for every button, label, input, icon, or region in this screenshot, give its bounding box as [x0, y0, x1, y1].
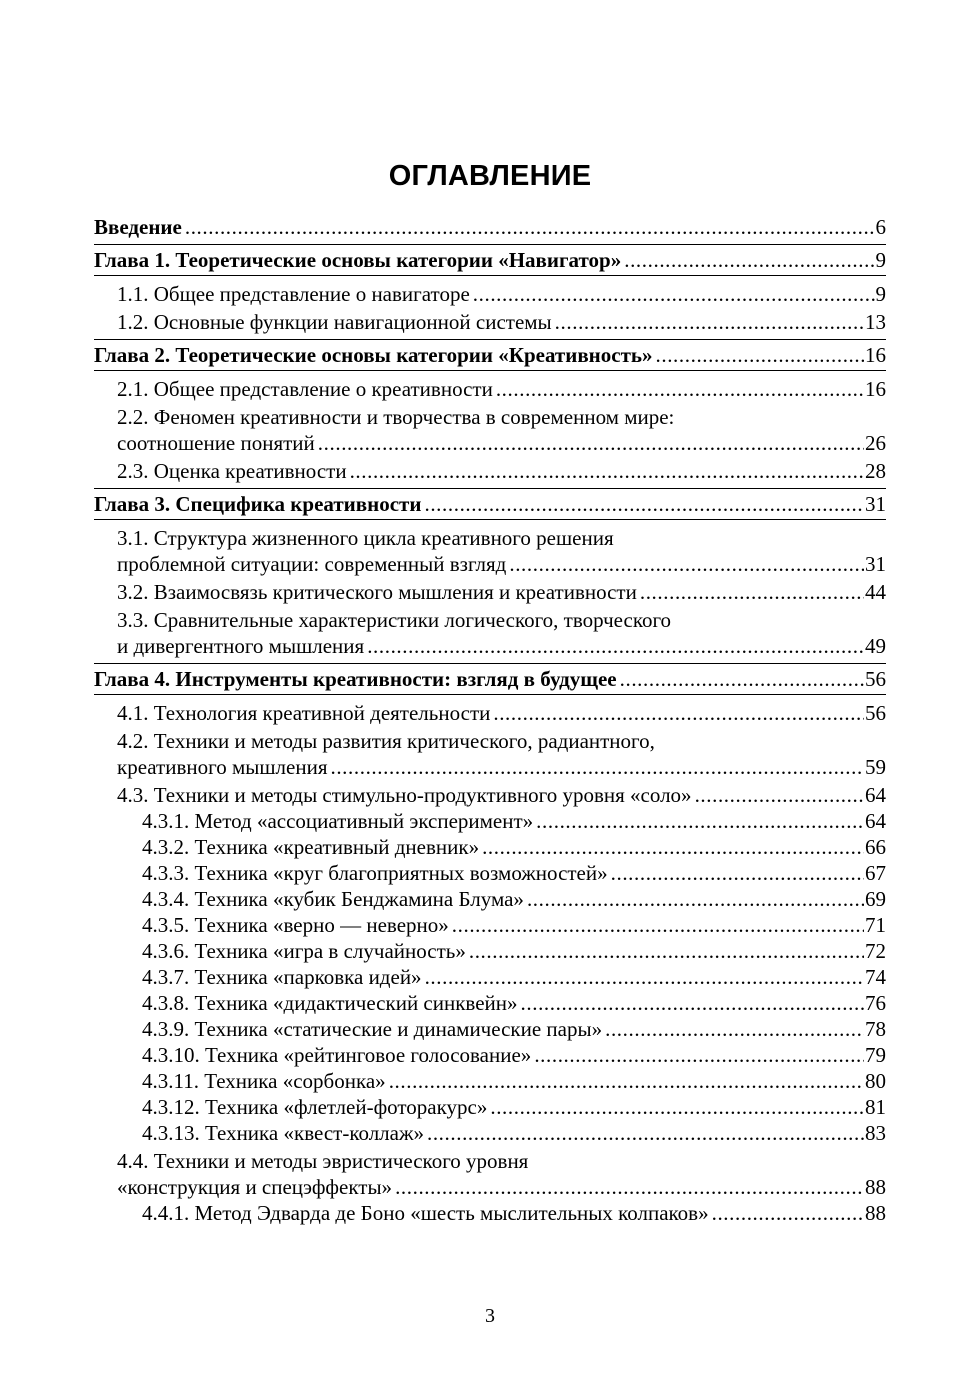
toc-entry-subsection-4-3-3[interactable]: [94, 860, 886, 886]
toc-entry-subsection-4-3-7[interactable]: [94, 964, 886, 990]
leader-dots: [482, 834, 864, 860]
toc-entry-page: 80: [865, 1069, 886, 1093]
leader-dots: [656, 342, 865, 368]
page-number: 3: [485, 1305, 495, 1327]
toc-entry-section-1-2[interactable]: [94, 309, 886, 339]
toc-entry-page: 6: [875, 215, 886, 239]
toc-entry-page: 67: [865, 861, 886, 885]
table-of-contents: [94, 214, 886, 1226]
leader-dots: [424, 491, 864, 517]
toc-entry-page: 79: [865, 1043, 886, 1067]
toc-entry-page: 16: [865, 343, 886, 367]
toc-entry-page: 88: [865, 1175, 886, 1199]
leader-dots: [712, 1200, 864, 1226]
leader-dots: [452, 912, 864, 938]
toc-entry-page: 13: [865, 310, 886, 334]
toc-entry-section-2-1[interactable]: [94, 370, 886, 402]
toc-entry-title: 4.3. Техники и методы стимульно-продуктивного уровня «соло»: [117, 783, 692, 807]
toc-entry-chapter-2[interactable]: [94, 339, 886, 370]
toc-entry-subsection-4-3-9[interactable]: [94, 1016, 886, 1042]
toc-entry-section-4-3[interactable]: [94, 782, 886, 808]
toc-entry-section-3-3[interactable]: [94, 607, 886, 663]
leader-dots: [330, 754, 864, 780]
toc-entry-subsection-4-3-13[interactable]: [94, 1120, 886, 1146]
toc-entry-chapter-3[interactable]: [94, 488, 886, 519]
toc-entry-page: 28: [865, 459, 886, 483]
toc-entry-title: 4.3.1. Метод «ассоциативный эксперимент»: [142, 809, 534, 833]
toc-entry-subsection-4-3-1[interactable]: [94, 808, 886, 834]
toc-entry-page: 49: [865, 634, 886, 658]
toc-entry-subsection-4-4-1[interactable]: [94, 1200, 886, 1226]
toc-entry-section-4-4[interactable]: [94, 1148, 886, 1200]
leader-dots: [521, 990, 864, 1016]
toc-entry-title: 4.3.12. Техника «флетлей-фоторакурс»: [142, 1095, 488, 1119]
leader-dots: [605, 1016, 864, 1042]
toc-entry-section-3-2[interactable]: [94, 579, 886, 605]
toc-entry-title-line-1: 3.3. Сравнительные характеристики логического, творческого: [117, 608, 672, 632]
toc-entry-page: 9: [875, 282, 886, 306]
leader-dots: [536, 808, 864, 834]
toc-entry-subsection-4-3-5[interactable]: [94, 912, 886, 938]
leader-dots: [490, 1094, 864, 1120]
leader-dots: [611, 860, 864, 886]
toc-entry-page: 9: [875, 248, 886, 272]
toc-entry-subsection-4-3-10[interactable]: [94, 1042, 886, 1068]
toc-entry-page: 66: [865, 835, 886, 859]
toc-entry-subsection-4-3-8[interactable]: [94, 990, 886, 1016]
toc-entry-title-line-1: 3.1. Структура жизненного цикла креативного решения: [117, 526, 614, 550]
leader-dots: [640, 579, 864, 605]
toc-entry-subsection-4-3-4[interactable]: [94, 886, 886, 912]
toc-entry-section-2-2[interactable]: [94, 404, 886, 456]
toc-entry-title: 4.3.13. Техника «квест-коллаж»: [142, 1121, 424, 1145]
leader-dots: [496, 376, 864, 402]
toc-entry-title: Глава 4. Инструменты креативности: взгляд в будущее: [94, 667, 617, 691]
toc-entry-page: 78: [865, 1017, 886, 1041]
toc-entry-title: Введение: [94, 215, 182, 239]
toc-entry-section-4-2[interactable]: [94, 728, 886, 780]
leader-dots: [473, 281, 875, 307]
toc-entry-title: 4.3.7. Техника «парковка идей»: [142, 965, 422, 989]
toc-entry-title: Глава 3. Специфика креативности: [94, 492, 422, 516]
leader-dots: [620, 666, 864, 692]
toc-entry-section-2-3[interactable]: [94, 458, 886, 488]
toc-entry-title: 4.3.2. Техника «креативный дневник»: [142, 835, 480, 859]
toc-entry-page: 59: [865, 755, 886, 779]
leader-dots: [389, 1068, 864, 1094]
toc-entry-page: 69: [865, 887, 886, 911]
toc-entry-title: и дивергентного мышления: [117, 634, 365, 658]
toc-entry-title: креативного мышления: [117, 755, 328, 779]
leader-dots: [509, 551, 864, 577]
toc-entry-title-line-1: 2.2. Феномен креативности и творчества в современном мире:: [117, 405, 675, 429]
toc-entry-page: 16: [865, 377, 886, 401]
leader-dots: [425, 964, 864, 990]
toc-entry-title: 4.4.1. Метод Эдварда де Боно «шесть мыслительных колпаков»: [142, 1201, 709, 1225]
leader-dots: [493, 700, 864, 726]
toc-entry-section-4-1[interactable]: [94, 694, 886, 726]
leader-dots: [395, 1174, 864, 1200]
toc-entry-title: 3.2. Взаимосвязь критического мышления и креативности: [117, 580, 637, 604]
toc-entry-title: 2.1. Общее представление о креативности: [117, 377, 493, 401]
toc-entry-title: 1.2. Основные функции навигационной системы: [117, 310, 552, 334]
toc-entry-title-line-1: 4.2. Техники и методы развития критического, радиантного,: [117, 729, 655, 753]
toc-entry-page: 56: [865, 701, 886, 725]
toc-entry-title: 4.3.9. Техника «статические и динамические пары»: [142, 1017, 603, 1041]
leader-dots: [469, 938, 864, 964]
toc-entry-title: Глава 1. Теоретические основы категории «Навигатор»: [94, 248, 622, 272]
toc-entry-page: 74: [865, 965, 886, 989]
toc-entry-chapter-1[interactable]: [94, 244, 886, 275]
leader-dots: [350, 458, 864, 484]
toc-entry-title: 4.3.11. Техника «сорбонка»: [142, 1069, 386, 1093]
toc-entry-introduction[interactable]: [94, 214, 886, 244]
leader-dots: [427, 1120, 864, 1146]
toc-entry-page: 56: [865, 667, 886, 691]
toc-entry-title: проблемной ситуации: современный взгляд: [117, 552, 507, 576]
leader-dots: [695, 782, 864, 808]
toc-entry-subsection-4-3-6[interactable]: [94, 938, 886, 964]
leader-dots: [318, 430, 864, 456]
toc-entry-chapter-4[interactable]: [94, 663, 886, 694]
toc-entry-title: 4.3.5. Техника «верно — неверно»: [142, 913, 449, 937]
toc-entry-page: 26: [865, 431, 886, 455]
toc-entry-section-3-1[interactable]: [94, 519, 886, 577]
leader-dots: [367, 633, 864, 659]
leader-dots: [534, 1042, 864, 1068]
toc-entry-page: 76: [865, 991, 886, 1015]
page-title: ОГЛАВЛЕНИЕ: [388, 160, 592, 192]
toc-entry-page: 88: [865, 1201, 886, 1225]
toc-entry-page: 71: [865, 913, 886, 937]
leader-dots: [527, 886, 864, 912]
toc-entry-section-1-1[interactable]: [94, 275, 886, 307]
toc-entry-title: 4.3.3. Техника «круг благоприятных возможностей»: [142, 861, 608, 885]
toc-entry-title: соотношение понятий: [117, 431, 315, 455]
toc-entry-page: 64: [865, 783, 886, 807]
toc-entry-title: «конструкция и спецэффекты»: [117, 1175, 393, 1199]
toc-entry-title: 4.1. Технология креативной деятельности: [117, 701, 491, 725]
toc-entry-page: 81: [865, 1095, 886, 1119]
toc-entry-subsection-4-3-2[interactable]: [94, 834, 886, 860]
toc-entry-title: 2.3. Оценка креативности: [117, 459, 347, 483]
toc-entry-title: Глава 2. Теоретические основы категории «Креативность»: [94, 343, 653, 367]
toc-entry-subsection-4-3-11[interactable]: [94, 1068, 886, 1094]
toc-entry-subsection-4-3-12[interactable]: [94, 1094, 886, 1120]
toc-entry-page: 72: [865, 939, 886, 963]
toc-entry-page: 64: [865, 809, 886, 833]
leader-dots: [555, 309, 864, 335]
toc-entry-title-line-1: 4.4. Техники и методы эвристического уровня: [117, 1149, 529, 1173]
toc-entry-page: 83: [865, 1121, 886, 1145]
toc-entry-page: 31: [865, 492, 886, 516]
toc-entry-title: 4.3.10. Техника «рейтинговое голосование»: [142, 1043, 532, 1067]
toc-entry-title: 4.3.8. Техника «дидактический синквейн»: [142, 991, 518, 1015]
toc-entry-title: 4.3.6. Техника «игра в случайность»: [142, 939, 466, 963]
toc-entry-page: 31: [865, 552, 886, 576]
leader-dots: [624, 247, 874, 273]
toc-entry-title: 1.1. Общее представление о навигаторе: [117, 282, 470, 306]
leader-dots: [185, 214, 875, 240]
toc-entry-page: 44: [865, 580, 886, 604]
toc-entry-title: 4.3.4. Техника «кубик Бенджамина Блума»: [142, 887, 524, 911]
